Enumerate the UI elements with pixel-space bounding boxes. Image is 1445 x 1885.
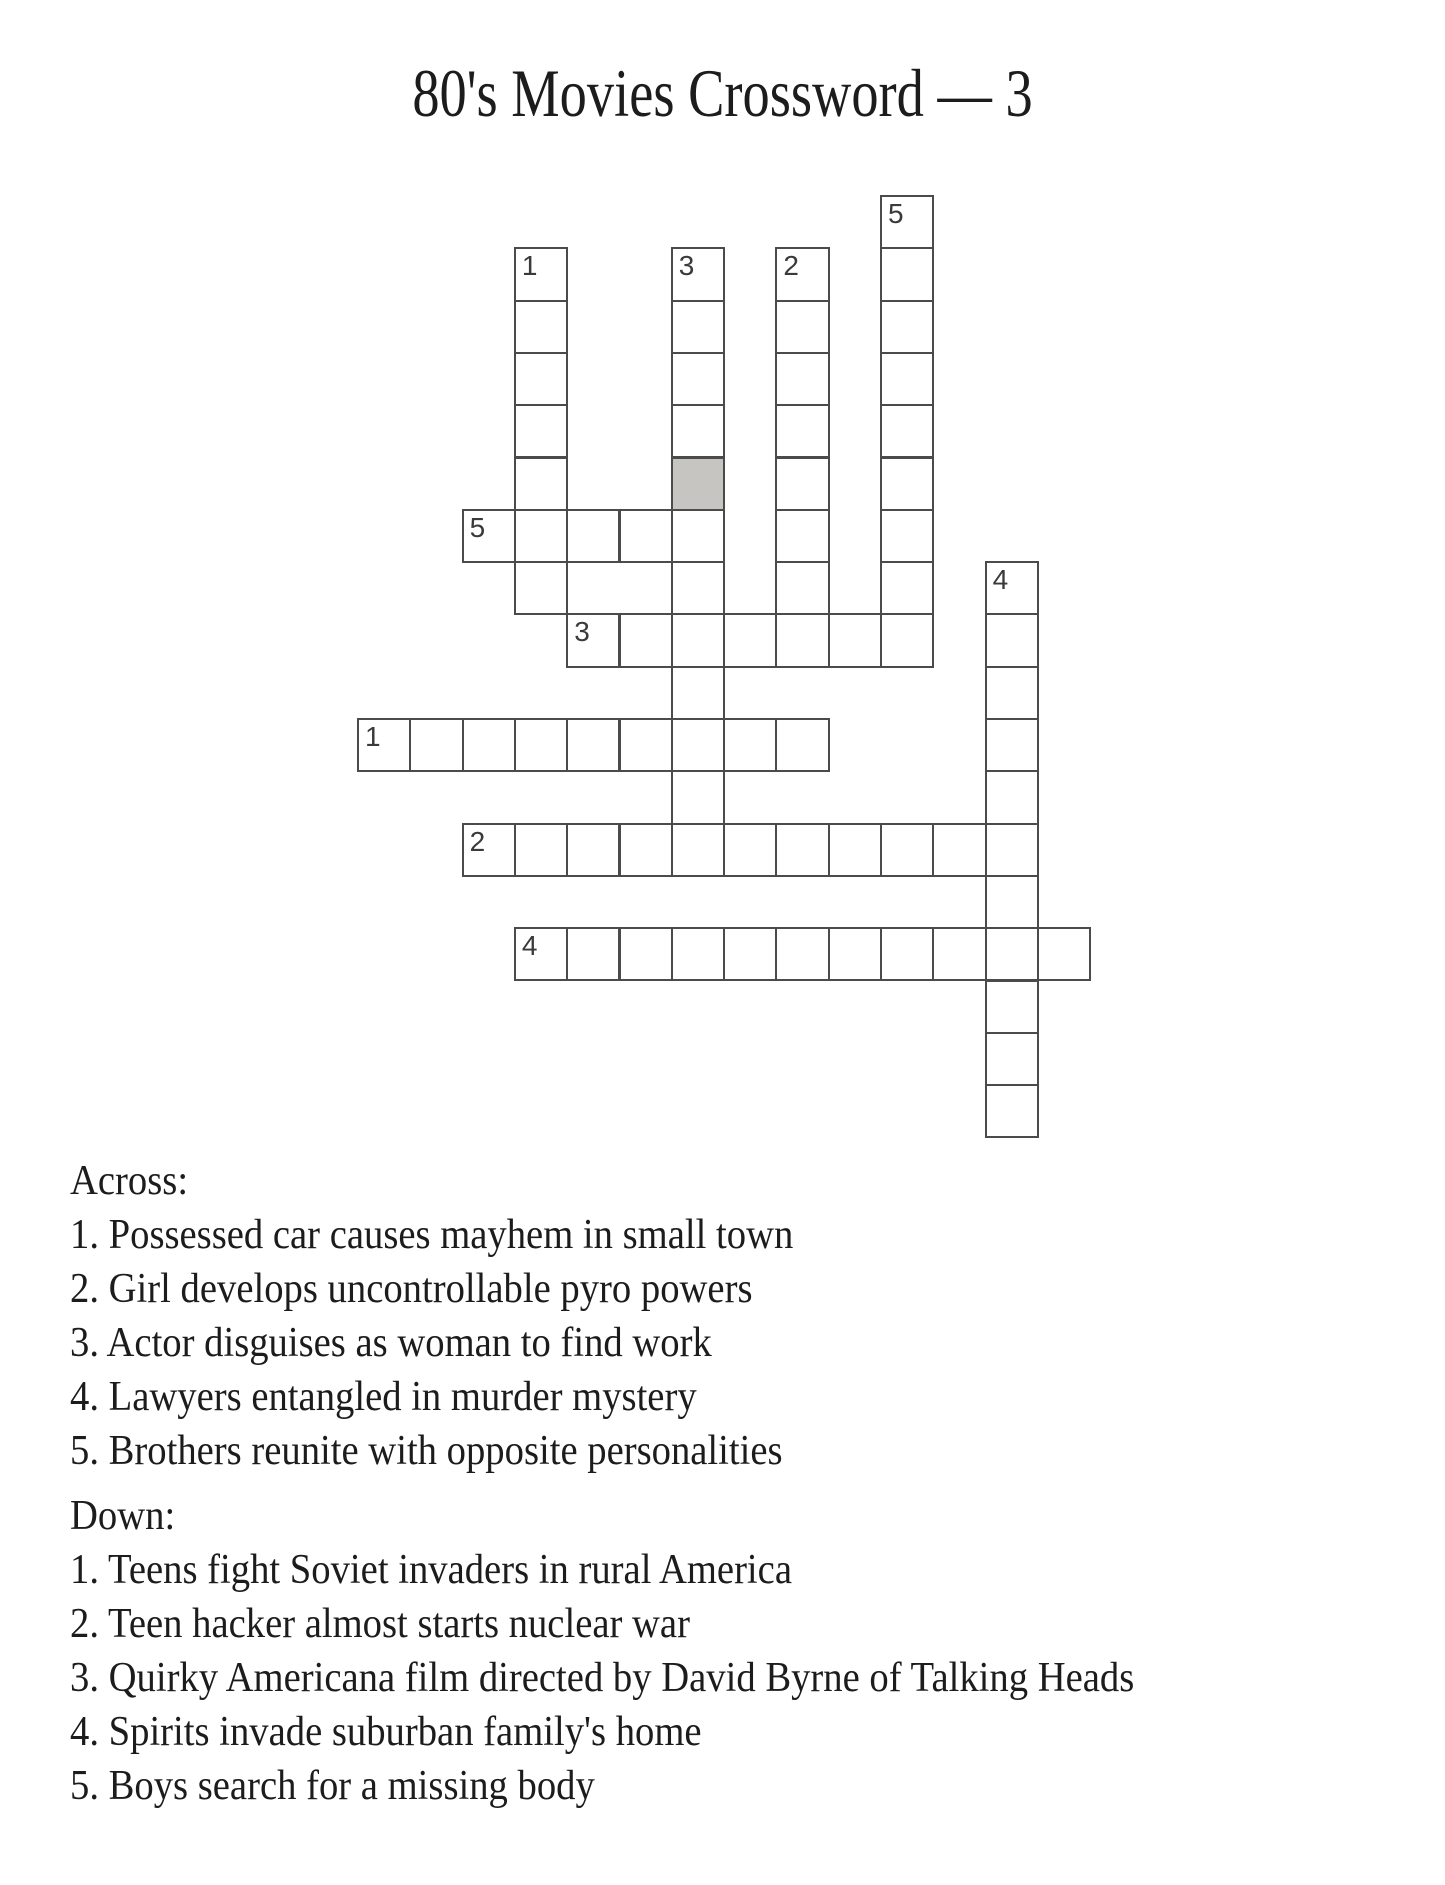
grid-cell[interactable] <box>828 613 882 667</box>
grid-cell[interactable] <box>619 509 673 563</box>
cell-number-label: 5 <box>469 511 486 543</box>
grid-cell[interactable] <box>514 561 568 615</box>
clue-line: 5. Brothers reunite with opposite personalities <box>70 1428 783 1474</box>
grid-cell[interactable] <box>671 561 725 615</box>
grid-cell[interactable] <box>671 300 725 354</box>
grid-cell[interactable] <box>880 613 934 667</box>
grid-cell[interactable] <box>671 718 725 772</box>
grid-cell[interactable] <box>985 1084 1039 1138</box>
grid-cell[interactable] <box>775 561 829 615</box>
grid-cell[interactable] <box>775 509 829 563</box>
grid-cell[interactable] <box>409 718 463 772</box>
down-heading: Down: <box>70 1493 176 1539</box>
cell-number-label: 3 <box>574 616 590 648</box>
grid-cell[interactable] <box>462 509 516 563</box>
grid-cell[interactable] <box>566 718 620 772</box>
grid-cell[interactable] <box>671 613 725 667</box>
grid-cell[interactable] <box>1037 927 1091 981</box>
cell-number-label: 4 <box>992 564 1009 596</box>
grid-cell[interactable] <box>671 823 725 877</box>
grid-cell[interactable] <box>566 613 620 667</box>
clue-line: 3. Actor disguises as woman to find work <box>70 1320 712 1366</box>
clue-line: 4. Lawyers entangled in murder mystery <box>70 1374 697 1420</box>
grid-cell[interactable] <box>880 352 934 406</box>
cell-number-label: 1 <box>365 721 381 752</box>
cell-number-label: 5 <box>888 198 904 229</box>
grid-cell[interactable] <box>566 509 620 563</box>
cell-number-label: 2 <box>469 825 486 857</box>
grid-cell[interactable] <box>775 718 829 772</box>
grid-cell[interactable] <box>775 247 829 301</box>
clue-line: 2. Teen hacker almost starts nuclear war <box>70 1601 690 1647</box>
grid-cell[interactable] <box>723 927 777 981</box>
grid-cell[interactable] <box>880 404 934 458</box>
grid-cell[interactable] <box>880 927 934 981</box>
cell-number-label: 1 <box>521 250 538 282</box>
grid-cell[interactable] <box>880 247 934 301</box>
grid-cell[interactable] <box>932 927 986 981</box>
grid-cell[interactable] <box>619 927 673 981</box>
grid-cell[interactable] <box>566 927 620 981</box>
grid-cell[interactable] <box>619 613 673 667</box>
grid-cell[interactable] <box>985 718 1039 772</box>
grid-cell[interactable] <box>514 404 568 458</box>
grid-cell[interactable] <box>985 927 1039 981</box>
grid-cell[interactable] <box>514 718 568 772</box>
grid-cell[interactable] <box>671 509 725 563</box>
grid-cell[interactable] <box>566 823 620 877</box>
grid-cell[interactable] <box>985 770 1039 824</box>
grid-cell[interactable] <box>985 823 1039 877</box>
grid-cell[interactable] <box>775 300 829 354</box>
grid-cell[interactable] <box>775 457 829 511</box>
grid-cell[interactable] <box>775 927 829 981</box>
grid-cell[interactable] <box>828 823 882 877</box>
grid-cell[interactable] <box>619 718 673 772</box>
cell-number-label: 4 <box>521 930 538 962</box>
grid-cell[interactable] <box>828 927 882 981</box>
grid-cell[interactable] <box>985 875 1039 929</box>
grid-cell[interactable] <box>462 718 516 772</box>
grid-cell[interactable] <box>775 823 829 877</box>
grid-cell[interactable] <box>985 613 1039 667</box>
grid-cell[interactable] <box>671 770 725 824</box>
grid-cell[interactable] <box>775 352 829 406</box>
grid-cell[interactable] <box>671 457 725 511</box>
grid-cell[interactable] <box>880 561 934 615</box>
grid-cell[interactable] <box>723 613 777 667</box>
cell-number-label: 2 <box>783 250 799 282</box>
grid-cell[interactable] <box>671 666 725 720</box>
grid-cell[interactable] <box>462 823 516 877</box>
clue-line: 1. Possessed car causes mayhem in small town <box>70 1212 794 1258</box>
grid-cell[interactable] <box>514 247 568 301</box>
grid-cell[interactable] <box>671 352 725 406</box>
grid-cell[interactable] <box>985 666 1039 720</box>
clue-line: 3. Quirky Americana film directed by David Byrne of Talking Heads <box>70 1655 1135 1701</box>
across-heading: Across: <box>70 1158 189 1204</box>
down-clues-section <box>70 1489 1227 1813</box>
grid-cell[interactable] <box>985 561 1039 615</box>
grid-cell[interactable] <box>932 823 986 877</box>
page-title: 80's Movies Crossword — 3 <box>412 55 1033 131</box>
grid-cell[interactable] <box>775 613 829 667</box>
clue-line: 2. Girl develops uncontrollable pyro powers <box>70 1266 753 1312</box>
grid-cell[interactable] <box>880 195 934 249</box>
across-clues-section <box>70 1154 856 1478</box>
grid-cell[interactable] <box>671 404 725 458</box>
grid-cell[interactable] <box>880 300 934 354</box>
grid-cell[interactable] <box>985 980 1039 1034</box>
grid-cell[interactable] <box>514 352 568 406</box>
grid-cell[interactable] <box>514 457 568 511</box>
grid-cell[interactable] <box>775 404 829 458</box>
grid-cell[interactable] <box>514 509 568 563</box>
grid-cell[interactable] <box>985 1032 1039 1086</box>
grid-cell[interactable] <box>357 718 411 772</box>
clue-line: 4. Spirits invade suburban family's home <box>70 1709 702 1755</box>
grid-cell[interactable] <box>514 927 568 981</box>
grid-cell[interactable] <box>723 823 777 877</box>
cell-number-label: 3 <box>678 250 695 282</box>
grid-cell[interactable] <box>671 927 725 981</box>
grid-cell[interactable] <box>880 823 934 877</box>
grid-cell[interactable] <box>619 823 673 877</box>
clue-line: 5. Boys search for a missing body <box>70 1763 595 1809</box>
grid-cell[interactable] <box>514 823 568 877</box>
grid-cell[interactable] <box>514 300 568 354</box>
grid-cell[interactable] <box>671 247 725 301</box>
down-clue-list <box>70 1543 1227 1813</box>
across-clue-list <box>70 1208 856 1478</box>
clue-line: 1. Teens fight Soviet invaders in rural America <box>70 1547 792 1593</box>
grid-cell[interactable] <box>723 718 777 772</box>
grid-cell[interactable] <box>880 509 934 563</box>
grid-cell[interactable] <box>880 457 934 511</box>
